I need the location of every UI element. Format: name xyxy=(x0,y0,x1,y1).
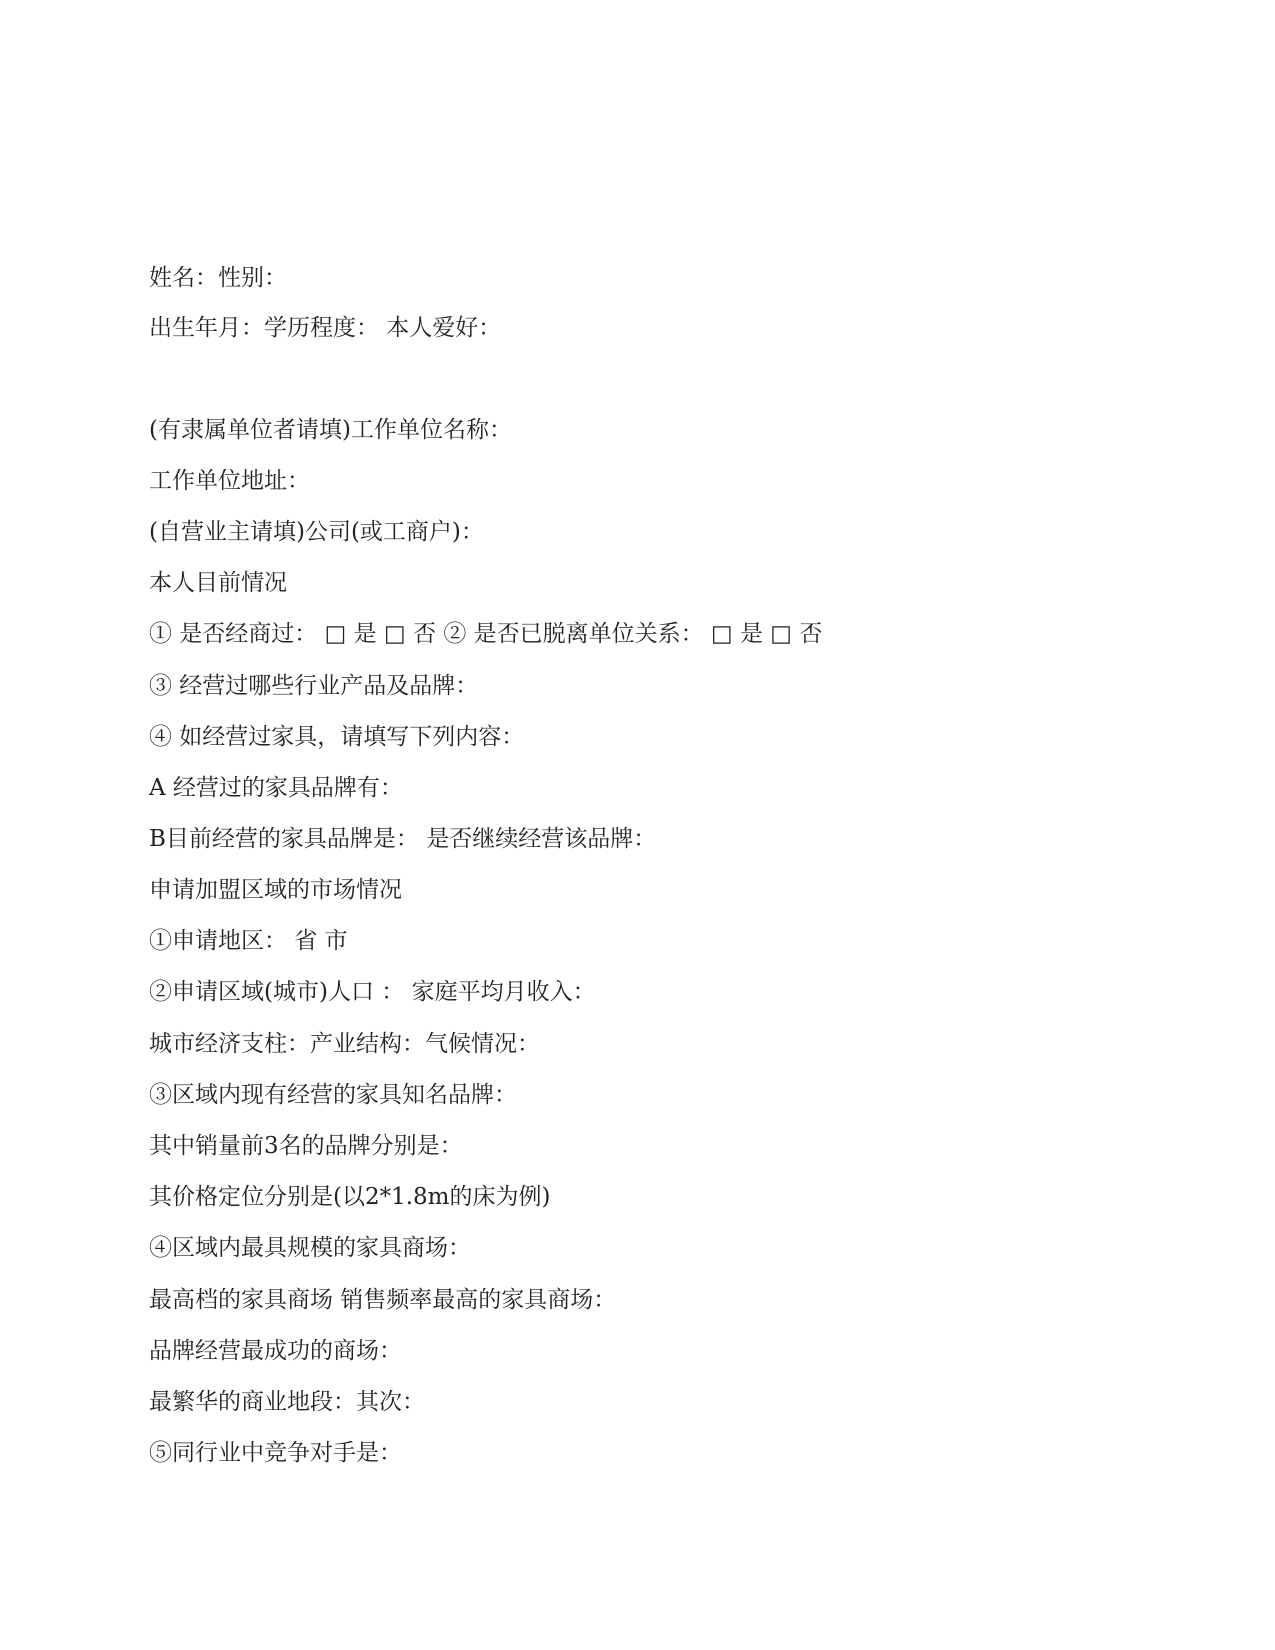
self-employed-company-line: (自营业主请填)公司(或工商户)： xyxy=(149,519,484,545)
population-income-line: ②申请区域(城市)人口 ： 家庭平均月收入： xyxy=(149,979,596,1005)
employer-name-line: (有隶属单位者请填)工作单位名称： xyxy=(149,417,512,443)
largest-mall-line: ④区域内最具规模的家具商场： xyxy=(149,1235,471,1261)
busiest-district-line: 最繁华的商业地段：其次： xyxy=(149,1389,425,1415)
competitors-line: ⑤同行业中竞争对手是： xyxy=(149,1440,402,1466)
top-mall-line: 最高档的家具商场 销售频率最高的家具商场： xyxy=(149,1287,617,1313)
known-brands-line: ③区域内现有经营的家具知名品牌： xyxy=(149,1082,517,1108)
current-situation-heading: 本人目前情况 xyxy=(149,570,287,596)
employer-address-line: 工作单位地址： xyxy=(149,468,310,494)
price-positioning-line: 其价格定位分别是(以2*1.8m的床为例) xyxy=(149,1184,551,1210)
past-furniture-brands-line: A 经营过的家具品牌有： xyxy=(149,775,403,801)
city-economy-line: 城市经济支柱：产业结构：气候情况： xyxy=(149,1031,540,1057)
industries-brands-line: ③ 经营过哪些行业产品及品牌： xyxy=(149,673,479,699)
name-gender-line: 姓名：性别： xyxy=(149,265,287,291)
current-furniture-brand-line: B目前经营的家具品牌是： 是否继续经营该品牌： xyxy=(149,826,657,852)
application-region-line: ①申请地区： 省 市 xyxy=(149,928,348,954)
market-situation-heading: 申请加盟区域的市场情况 xyxy=(149,877,402,903)
birth-education-hobby-line: 出生年月：学历程度： 本人爱好： xyxy=(149,315,502,341)
furniture-experience-line: ④ 如经营过家具，请填写下列内容： xyxy=(149,724,525,750)
most-successful-mall-line: 品牌经营最成功的商场： xyxy=(149,1338,402,1364)
business-experience-line: ① 是否经商过： □ 是 □ 否 ② 是否已脱离单位关系： □ 是 □ 否 xyxy=(149,621,823,647)
top-three-brands-line: 其中销量前3名的品牌分别是： xyxy=(149,1133,463,1159)
